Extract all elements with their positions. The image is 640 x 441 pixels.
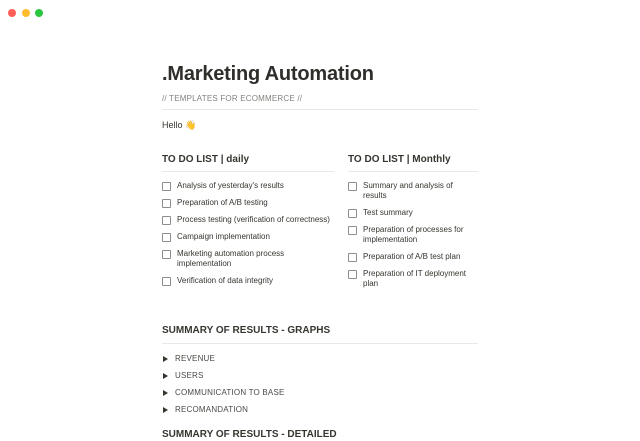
- toggle-item[interactable]: [162, 405, 478, 414]
- checkbox-icon[interactable]: [348, 226, 357, 235]
- todo-daily-header: TO DO LIST | daily: [162, 154, 334, 172]
- window-controls: [8, 9, 43, 17]
- page-body: [162, 0, 478, 441]
- toggle-item-label: USERS: [175, 371, 204, 380]
- todo-daily-column: [162, 154, 334, 296]
- toggle-arrow-icon[interactable]: [163, 356, 168, 362]
- todo-item[interactable]: [162, 181, 334, 191]
- todo-item-label: Preparation of IT deployment plan: [363, 269, 467, 288]
- todo-item[interactable]: [162, 232, 334, 242]
- todo-item[interactable]: [162, 276, 334, 286]
- toggle-item-label: REVENUE: [175, 354, 216, 363]
- todo-item[interactable]: [348, 208, 478, 218]
- todo-item[interactable]: [348, 252, 478, 262]
- header-divider: [162, 109, 478, 110]
- checkbox-icon[interactable]: [162, 216, 171, 225]
- checkbox-icon[interactable]: [348, 209, 357, 218]
- checkbox-icon[interactable]: [162, 277, 171, 286]
- todo-columns: [162, 154, 478, 296]
- toggle-item-label: COMMUNICATION TO BASE: [175, 388, 285, 397]
- todo-item-label: Campaign implementation: [177, 232, 270, 241]
- todo-monthly-list: [348, 181, 478, 289]
- todo-item-label: Preparation of processes for implementation: [363, 225, 464, 244]
- todo-item-label: Analysis of yesterday's results: [177, 181, 284, 190]
- todo-item-label: Preparation of A/B testing: [177, 198, 268, 207]
- summary-detailed-section: [162, 429, 478, 441]
- todo-item-label: Verification of data integrity: [177, 276, 274, 285]
- todo-item[interactable]: [162, 215, 334, 225]
- minimize-button[interactable]: [22, 9, 30, 17]
- todo-item[interactable]: [162, 249, 334, 269]
- todo-item[interactable]: [348, 225, 478, 245]
- todo-monthly-header: TO DO LIST | Monthly: [348, 154, 478, 172]
- todo-item[interactable]: [348, 181, 478, 201]
- toggle-item[interactable]: [162, 354, 478, 363]
- toggle-arrow-icon[interactable]: [163, 407, 168, 413]
- page-subtitle: // TEMPLATES FOR ECOMMERCE //: [162, 94, 303, 103]
- toggle-arrow-icon[interactable]: [163, 373, 168, 379]
- todo-item-label: Process testing (verification of correctness): [177, 215, 330, 224]
- checkbox-icon[interactable]: [162, 233, 171, 242]
- checkbox-icon[interactable]: [348, 182, 357, 191]
- zoom-button[interactable]: [35, 9, 43, 17]
- todo-item-label: Marketing automation process implementation: [177, 249, 285, 268]
- summary-detailed-header: SUMMARY OF RESULTS - DETAILED: [162, 429, 337, 440]
- toggle-item-label: RECOMANDATION: [175, 405, 249, 414]
- summary-graphs-header: SUMMARY OF RESULTS - GRAPHS: [162, 325, 478, 344]
- todo-daily-list: [162, 181, 334, 286]
- checkbox-icon[interactable]: [162, 182, 171, 191]
- checkbox-icon[interactable]: [162, 250, 171, 259]
- todo-item-label: Test summary: [363, 208, 413, 217]
- page-title: .Marketing Automation: [162, 63, 374, 85]
- greeting-text: Hello 👋: [162, 120, 197, 130]
- checkbox-icon[interactable]: [162, 199, 171, 208]
- todo-item-label: Summary and analysis of results: [363, 181, 453, 200]
- toggle-item[interactable]: [162, 371, 478, 380]
- toggle-arrow-icon[interactable]: [163, 390, 168, 396]
- summary-graphs-section: [162, 325, 478, 414]
- toggle-item[interactable]: [162, 388, 478, 397]
- todo-item-label: Preparation of A/B test plan: [363, 252, 461, 261]
- checkbox-icon[interactable]: [348, 253, 357, 262]
- todo-item[interactable]: [348, 269, 478, 289]
- todo-item[interactable]: [162, 198, 334, 208]
- checkbox-icon[interactable]: [348, 270, 357, 279]
- close-button[interactable]: [8, 9, 16, 17]
- graphs-toggle-list: [162, 354, 478, 414]
- todo-monthly-column: [348, 154, 478, 296]
